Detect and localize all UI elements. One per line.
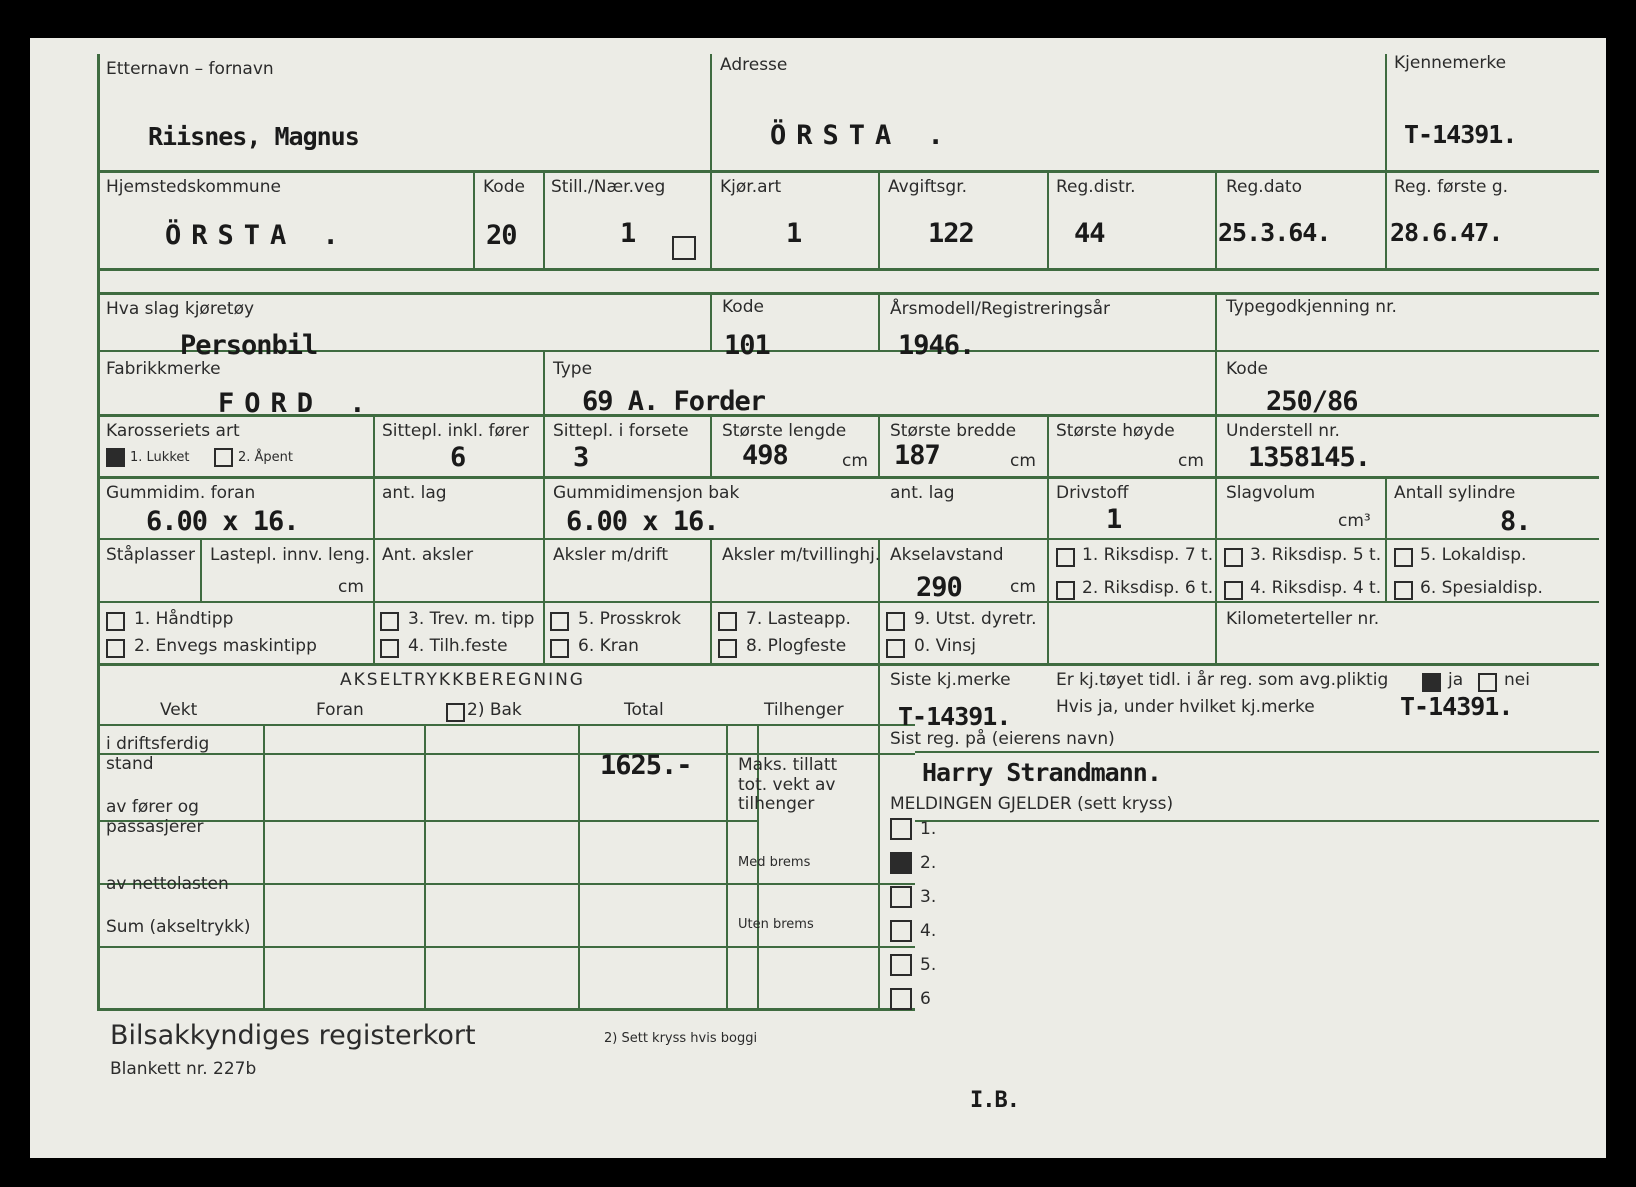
length-value: 498 (742, 440, 788, 471)
equip7-label: 7. Lasteapp. (746, 609, 851, 629)
equip1-label: 1. Håndtipp (134, 609, 234, 629)
still-value: 1 (620, 218, 636, 249)
wheelbase-unit: cm (1010, 577, 1036, 597)
equip4-checkbox[interactable] (380, 639, 399, 658)
no-label: nei (1504, 670, 1530, 690)
equip3-label: 3. Trev. m. tipp (408, 609, 535, 629)
municipality-value: ÖRSTA . (165, 220, 349, 251)
municipality-label: Hjemstedskommune (106, 177, 281, 197)
code2-label: Kode (1226, 359, 1268, 379)
register-card (30, 38, 1606, 1158)
riks6-checkbox[interactable] (1056, 581, 1075, 600)
bogie-checkbox[interactable] (446, 703, 465, 722)
front-layers-label: ant. lag (382, 483, 447, 503)
vehicle-code-label: Kode (722, 297, 764, 317)
special-checkbox[interactable] (1394, 581, 1413, 600)
model-year-label: Årsmodell/Registreringsår (890, 299, 1111, 319)
equip8-label: 8. Plogfeste (746, 636, 847, 656)
equip6-checkbox[interactable] (550, 639, 569, 658)
name-label: Etternavn – fornavn (106, 59, 274, 79)
body-type-label: Karosseriets art (106, 421, 240, 441)
initials: I.B. (970, 1088, 1019, 1113)
with-brakes-label: Med brems (738, 855, 811, 870)
local-label: 5. Lokaldisp. (1420, 545, 1527, 565)
vehicle-type-value: Personbil (180, 330, 318, 361)
displacement-unit: cm³ (1338, 511, 1371, 531)
model-value: 69 A. Forder (582, 386, 766, 417)
district-value: 44 (1074, 218, 1105, 249)
code2-value: 250/86 (1266, 386, 1358, 417)
standing-label: Ståplasser (106, 545, 195, 565)
type-approval-label: Typegodkjenning nr. (1226, 297, 1397, 317)
wheelbase-label: Akselavstand (890, 545, 1004, 565)
driven-axles-label: Aksler m/drift (553, 545, 669, 565)
plate-label: Kjennemerke (1394, 53, 1507, 73)
notice5-checkbox[interactable] (890, 954, 912, 976)
notice6-label: 6 (920, 989, 931, 1009)
riks5-label: 3. Riksdisp. 5 t. (1250, 545, 1382, 565)
notice2-label: 2. (920, 853, 937, 873)
first-reg-value: 28.6.47. (1390, 218, 1503, 247)
model-label: Type (553, 359, 593, 379)
total-operational: 1625.- (600, 750, 692, 781)
owner-value: Harry Strandmann. (922, 758, 1161, 787)
riks7-checkbox[interactable] (1056, 548, 1075, 567)
width-value: 187 (894, 440, 940, 471)
vehicle-type-label: Hva slag kjøretøy (106, 299, 255, 319)
notice1-label: 1. (920, 819, 937, 839)
district-label: Reg.distr. (1056, 177, 1136, 197)
model-year-value: 1946. (898, 330, 975, 361)
cylinders-label: Antall sylindre (1394, 483, 1516, 503)
prev-reg-label: Er kj.tøyet tidl. i år reg. som avg.pliktig (1056, 670, 1389, 690)
still-checkbox[interactable] (672, 236, 696, 260)
code-value: 20 (486, 220, 517, 251)
col-weight: Vekt (160, 700, 198, 720)
name-value: Riisnes, Magnus (148, 122, 359, 151)
riks6-label: 2. Riksdisp. 6 t. (1082, 578, 1214, 598)
row-sum: Sum (akseltrykk) (106, 917, 251, 937)
cargo-length-unit: cm (338, 577, 364, 597)
col-total: Total (624, 700, 664, 720)
no-checkbox[interactable] (1478, 673, 1497, 692)
equip0-checkbox[interactable] (886, 639, 905, 658)
special-label: 6. Spesialdisp. (1420, 578, 1543, 598)
riks5-checkbox[interactable] (1224, 548, 1243, 567)
tyre-rear-value: 6.00 x 16. (566, 506, 719, 537)
axle-load-title: AKSELTRYKKBEREGNING (340, 670, 585, 690)
kind-label: Kjør.art (720, 177, 782, 197)
yes-label: ja (1448, 670, 1464, 690)
equip9-label: 9. Utst. dyretr. (914, 609, 1037, 629)
fuel-value: 1 (1106, 504, 1122, 535)
regdate-value: 25.3.64. (1218, 218, 1331, 247)
owner-label: Sist reg. på (eierens navn) (890, 729, 1115, 749)
vehicle-code-value: 101 (724, 330, 770, 361)
width-unit: cm (1010, 451, 1036, 471)
length-label: Største lengde (722, 421, 847, 441)
notice4-label: 4. (920, 921, 937, 941)
yes-checkbox[interactable] (1422, 673, 1441, 692)
equip7-checkbox[interactable] (718, 612, 737, 631)
open-label: 2. Åpent (238, 450, 294, 465)
row-operational: i driftsferdig stand (106, 734, 210, 774)
address-value: ÖRSTA . (770, 120, 954, 151)
tyre-front-value: 6.00 x 16. (146, 506, 299, 537)
which-plate-value: T-14391. (1400, 692, 1513, 721)
regdate-label: Reg.dato (1226, 177, 1302, 197)
make-value: FORD . (218, 388, 376, 419)
notice4-checkbox[interactable] (890, 920, 912, 942)
chassis-value: 1358145. (1248, 442, 1371, 473)
notice-label: MELDINGEN GJELDER (sett kryss) (890, 794, 1174, 814)
front-seats-value: 3 (573, 442, 589, 473)
notice3-label: 3. (920, 887, 937, 907)
last-plate-value: T-14391. (898, 702, 1011, 731)
equip1-checkbox[interactable] (106, 612, 125, 631)
equip6-label: 6. Kran (578, 636, 639, 656)
length-unit: cm (842, 451, 868, 471)
open-checkbox[interactable] (214, 448, 233, 467)
closed-label: 1. Lukket (130, 450, 190, 465)
axle-count-label: Ant. aksler (382, 545, 474, 565)
cargo-length-label: Lastepl. innv. leng. (210, 545, 371, 565)
riks4-checkbox[interactable] (1224, 581, 1243, 600)
equip8-checkbox[interactable] (718, 639, 737, 658)
which-plate-label: Hvis ja, under hvilket kj.merke (1056, 697, 1315, 717)
front-seats-label: Sittepl. i forsete (553, 421, 689, 441)
seats-value: 6 (450, 442, 466, 473)
plate-value: T-14391. (1404, 120, 1517, 149)
equip5-label: 5. Prosskrok (578, 609, 682, 629)
notice3-checkbox[interactable] (890, 886, 912, 908)
still-label: Still./Nær.veg (551, 177, 666, 197)
closed-checkbox[interactable] (106, 448, 125, 467)
fee-value: 122 (928, 218, 974, 249)
card-title: Bilsakkyndiges registerkort (110, 1020, 476, 1051)
address-label: Adresse (720, 55, 788, 75)
col-trailer: Tilhenger (764, 700, 844, 720)
seats-label: Sittepl. inkl. fører (382, 421, 529, 441)
height-unit: cm (1178, 451, 1204, 471)
equip0-label: 0. Vinsj (914, 636, 976, 656)
code-label: Kode (483, 177, 525, 197)
without-brakes-label: Uten brems (738, 917, 814, 932)
fuel-label: Drivstoff (1056, 483, 1129, 503)
notice2-checkbox[interactable] (890, 852, 912, 874)
height-label: Største høyde (1056, 421, 1175, 441)
twin-axles-label: Aksler m/tvillinghj. (722, 545, 881, 565)
notice6-checkbox[interactable] (890, 988, 912, 1010)
odometer-label: Kilometerteller nr. (1226, 609, 1380, 629)
fee-label: Avgiftsgr. (888, 177, 968, 197)
last-plate-label: Siste kj.merke (890, 670, 1011, 690)
cylinders-value: 8. (1500, 506, 1531, 537)
tyre-front-label: Gummidim. foran (106, 483, 256, 503)
col-rear: 2) Bak (467, 700, 522, 720)
equip9-checkbox[interactable] (886, 612, 905, 631)
rear-layers-label: ant. lag (890, 483, 955, 503)
chassis-label: Understell nr. (1226, 421, 1340, 441)
equip2-label: 2. Envegs maskintipp (134, 636, 317, 656)
col-front: Foran (316, 700, 364, 720)
equip3-checkbox[interactable] (380, 612, 399, 631)
displacement-label: Slagvolum (1226, 483, 1316, 503)
row-driver: av fører og passasjerer (106, 797, 204, 837)
kind-value: 1 (786, 218, 802, 249)
notice1-checkbox[interactable] (890, 818, 912, 840)
riks4-label: 4. Riksdisp. 4 t. (1250, 578, 1382, 598)
width-label: Største bredde (890, 421, 1017, 441)
equip5-checkbox[interactable] (550, 612, 569, 631)
tyre-rear-label: Gummidimensjon bak (553, 483, 740, 503)
equip2-checkbox[interactable] (106, 639, 125, 658)
bogie-note: 2) Sett kryss hvis boggi (604, 1031, 758, 1046)
first-reg-label: Reg. første g. (1394, 177, 1509, 197)
equip4-label: 4. Tilh.feste (408, 636, 508, 656)
notice5-label: 5. (920, 955, 937, 975)
make-label: Fabrikkmerke (106, 359, 221, 379)
local-checkbox[interactable] (1394, 548, 1413, 567)
trailer-max-label: Maks. tillatt tot. vekt av tilhenger (738, 755, 838, 815)
form-number: Blankett nr. 227b (110, 1059, 257, 1079)
riks7-label: 1. Riksdisp. 7 t. (1082, 545, 1214, 565)
wheelbase-value: 290 (916, 572, 962, 603)
row-netload: av nettolasten (106, 874, 229, 894)
